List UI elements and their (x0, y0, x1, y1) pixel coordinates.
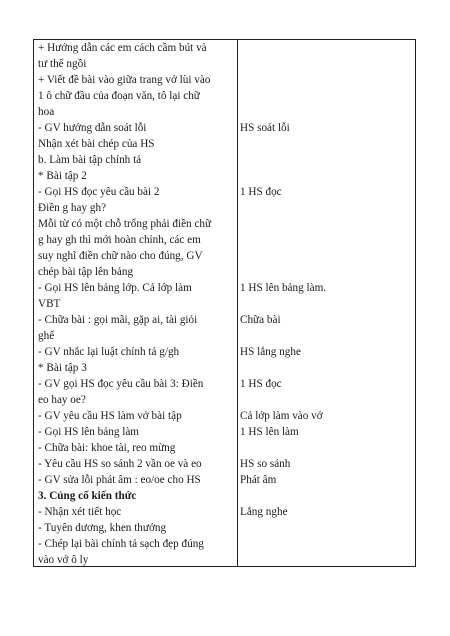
left-line: - GV hướng dẫn soát lỗi (38, 122, 147, 134)
right-line: Lắng nghe (240, 506, 288, 518)
teacher-activities-column (34, 40, 238, 566)
right-line: Chữa bài (240, 314, 281, 326)
right-line (240, 552, 413, 568)
left-line: ghế (38, 330, 55, 342)
right-line (240, 104, 413, 120)
left-line: - Gọi HS lên bảng làm (38, 426, 139, 438)
right-line (240, 168, 413, 184)
left-line: * Bài tập 2 (38, 170, 87, 182)
left-line: 1 ô chữ đầu của đoạn văn, tô lại chữ (38, 90, 200, 102)
right-line: HS soát lỗi (240, 122, 290, 134)
section-heading: 3. Củng cố kiến thức (38, 490, 137, 502)
right-line (240, 440, 413, 456)
right-line (240, 56, 413, 72)
right-line (240, 520, 413, 536)
right-line: 1 HS lên làm (240, 426, 299, 438)
left-line: Mỗi từ có một chỗ trống phải điền chữ (38, 218, 212, 230)
right-line: HS lắng nghe (240, 346, 301, 358)
left-line: suy nghĩ điền chữ nào cho đúng, GV (38, 250, 203, 262)
right-line (240, 392, 413, 408)
left-line: - Chữa bài: khoe tài, reo mừng (38, 442, 176, 454)
left-line: * Bài tập 3 (38, 362, 87, 374)
right-line (240, 152, 413, 168)
right-line (240, 328, 413, 344)
right-line: 1 HS lên bảng làm. (240, 282, 327, 294)
right-line: 1 HS đọc (240, 378, 282, 390)
right-line (240, 40, 413, 56)
student-activities-column (238, 40, 415, 566)
right-line (240, 136, 413, 152)
left-line: g hay gh thì mới hoàn chỉnh, các em (38, 234, 201, 246)
right-line (240, 536, 413, 552)
right-line (240, 264, 413, 280)
left-line: + Viết đề bài vào giữa trang vở lùi vào (38, 74, 211, 86)
right-line: 1 HS đọc (240, 186, 282, 198)
left-line: Điền g hay gh? (38, 202, 107, 214)
left-line: VBT (38, 298, 61, 310)
left-line: - Chép lại bài chính tả sạch đẹp đúng (38, 538, 204, 550)
right-line (240, 72, 413, 88)
left-line: chép bài tập lên bảng (38, 266, 134, 278)
left-line: Nhận xét bài chép của HS (38, 138, 155, 150)
left-line: - GV sửa lỗi phát âm : eo/oe cho HS (38, 474, 201, 486)
right-line (240, 360, 413, 376)
right-line (240, 248, 413, 264)
left-line: - Nhận xét tiết học (38, 506, 122, 518)
lesson-table (33, 39, 416, 567)
left-line: - GV nhắc lại luật chính tả g/gh (38, 346, 180, 358)
right-line (240, 88, 413, 104)
left-line: vào vở ô ly (38, 554, 89, 566)
left-line: - Gọi HS lên bảng lớp. Cả lớp làm (38, 282, 192, 294)
right-line (240, 296, 413, 312)
right-line (240, 216, 413, 232)
left-line: - Chữa bài : gọi mãi, gặp ai, tài giỏi (38, 314, 198, 326)
right-line (240, 200, 413, 216)
left-line: tư thế ngồi (38, 58, 87, 70)
right-line (240, 232, 413, 248)
left-line: hoa (38, 106, 55, 118)
left-line: eo hay oe? (38, 394, 86, 406)
left-line: b. Làm bài tập chính tả (38, 154, 142, 166)
right-line: Phát âm (240, 474, 277, 486)
left-line: - Yêu cầu HS so sánh 2 vần oe và eo (38, 458, 202, 470)
left-line: + Hướng dẫn các em cách cầm bút và (38, 42, 207, 54)
left-line: - Tuyên dương, khen thưởng (38, 522, 167, 534)
right-line: Cả lớp làm vào vở (240, 410, 323, 422)
left-line: - GV yêu cầu HS làm vở bài tập (38, 410, 182, 422)
right-line: HS so sánh (240, 458, 291, 470)
right-line (240, 488, 413, 504)
left-line: - Gọi HS đọc yêu cầu bài 2 (38, 186, 160, 198)
left-line: - GV gọi HS đọc yêu cầu bài 3: Điền (38, 378, 204, 390)
